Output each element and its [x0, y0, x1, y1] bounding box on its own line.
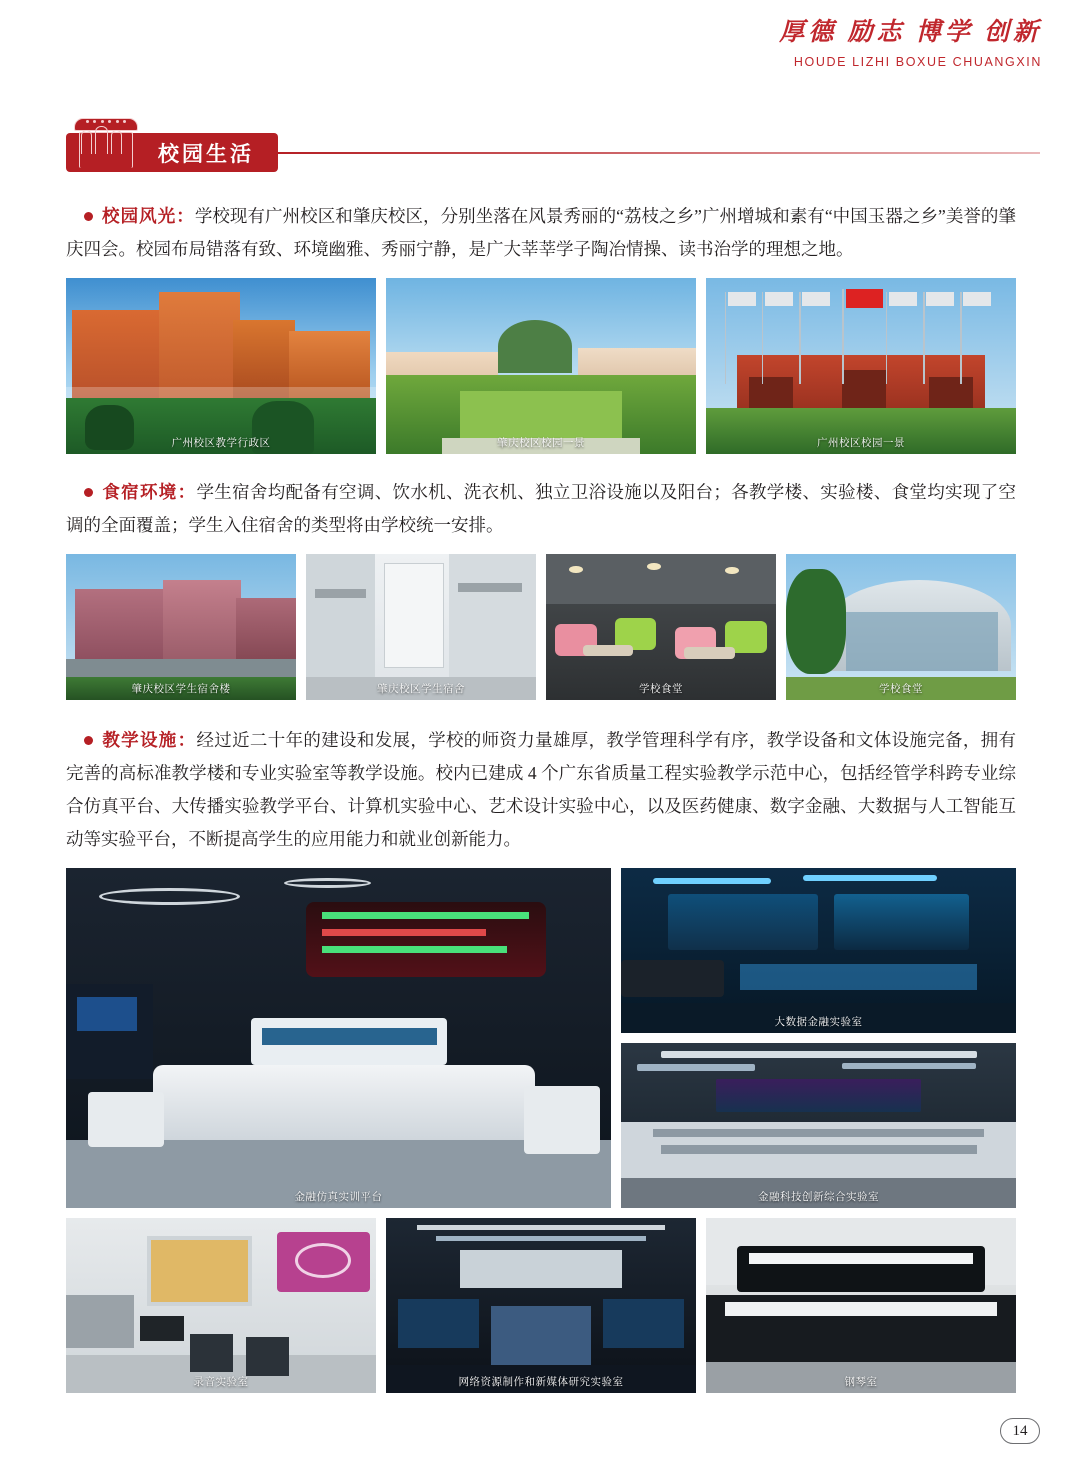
- photo-caption: 学校食堂: [639, 684, 683, 695]
- photo-row-labs-top: [66, 868, 1016, 1208]
- photo-big-data-finance-lab: [621, 868, 1016, 1033]
- section-title-tab: [66, 133, 278, 172]
- photo-dorm-building: [66, 554, 296, 700]
- motto-pinyin: HOUDE LIZHI BOXUE CHUANGXIN: [793, 55, 1042, 69]
- photo-caption: 肇庆校区学生宿舍楼: [131, 684, 231, 695]
- paragraph-campus-scenery: [66, 200, 1016, 266]
- page-content: [66, 200, 1016, 1399]
- photo-guangzhou-campus-gate: [706, 278, 1016, 454]
- photo-caption: 钢琴室: [844, 1377, 878, 1388]
- photo-caption: 广州校区教学行政区: [171, 438, 271, 449]
- section-divider: [278, 152, 1040, 154]
- photo-row-campus: [66, 278, 1016, 454]
- bullet-icon: [84, 212, 93, 221]
- photo-recording-studio: [66, 1218, 376, 1393]
- paragraph-accommodation: [66, 476, 1016, 542]
- photo-caption: 金融仿真实训平台: [294, 1192, 383, 1203]
- photo-zhaoqing-campus: [386, 278, 696, 454]
- paragraph-teaching-facilities: [66, 724, 1016, 856]
- paragraph-lead-1: 校园风光：: [102, 206, 195, 226]
- school-gate-icon: [74, 118, 138, 170]
- paragraph-body-2: 学生宿舍均配备有空调、饮水机、洗衣机、独立卫浴设施以及阳台；各教学楼、实验楼、食堂均实现了空调的全面覆盖；学生入住宿舍的类型将由学校统一安排。: [66, 482, 1017, 535]
- photo-row-labs-bottom: [66, 1218, 1016, 1393]
- photo-caption: 广州校区校园一景: [817, 438, 905, 449]
- photo-caption: 肇庆校区学生宿舍: [377, 684, 465, 695]
- paragraph-lead-2: 食宿环境：: [102, 482, 197, 502]
- photo-row-accommodation: [66, 554, 1016, 700]
- photo-dorm-room: [306, 554, 536, 700]
- section-title-label: 校园生活: [158, 141, 254, 166]
- page-number: 14: [1000, 1418, 1040, 1444]
- motto-chinese: 厚德 励志 博学 创新: [779, 19, 1042, 46]
- photo-canteen-1: [546, 554, 776, 700]
- paragraph-body-3: 经过近二十年的建设和发展，学校的师资力量雄厚，教学管理科学有序，教学设备和文体设施完备，拥有完善的高标准教学楼和专业实验室等教学设施。校内已建成 4 个广东省质量工程实验教学示范中心，包括经管学科跨专业综合仿真平台、大传播实验教学平台、计算机实验中心、艺术设计实验中心，以及医药健康、数字金融、大数据与人工智能互动等实验平台，不断提高学生的应用能力和就业创新能力。: [66, 730, 1017, 849]
- bullet-icon: [84, 736, 93, 745]
- header-motto: [779, 18, 1042, 69]
- photo-caption: 金融科技创新综合实验室: [758, 1192, 879, 1203]
- photo-new-media-lab: [386, 1218, 696, 1393]
- photo-caption: 学校食堂: [879, 684, 923, 695]
- photo-canteen-2: [786, 554, 1016, 700]
- photo-caption: 网络资源制作和新媒体研究实验室: [458, 1377, 624, 1388]
- bullet-icon: [84, 488, 93, 497]
- photo-financial-simulation-platform: [66, 868, 611, 1208]
- photo-campus-teaching-area: [66, 278, 376, 454]
- photo-fintech-innovation-lab: [621, 1043, 1016, 1208]
- paragraph-lead-3: 教学设施：: [102, 730, 197, 750]
- photo-caption: 录音实验室: [193, 1377, 249, 1388]
- paragraph-body-1: 学校现有广州校区和肇庆校区，分别坐落在风景秀丽的“荔枝之乡”广州增城和素有“中国玉器之乡”美誉的肇庆四会。校园布局错落有致、环境幽雅、秀丽宁静，是广大莘莘学子陶冶情操、读书治学的理想之地。: [66, 206, 1016, 259]
- photo-caption: 肇庆校区校园一景: [497, 438, 585, 449]
- photo-piano-room: [706, 1218, 1016, 1393]
- photo-caption: 大数据金融实验室: [774, 1017, 863, 1028]
